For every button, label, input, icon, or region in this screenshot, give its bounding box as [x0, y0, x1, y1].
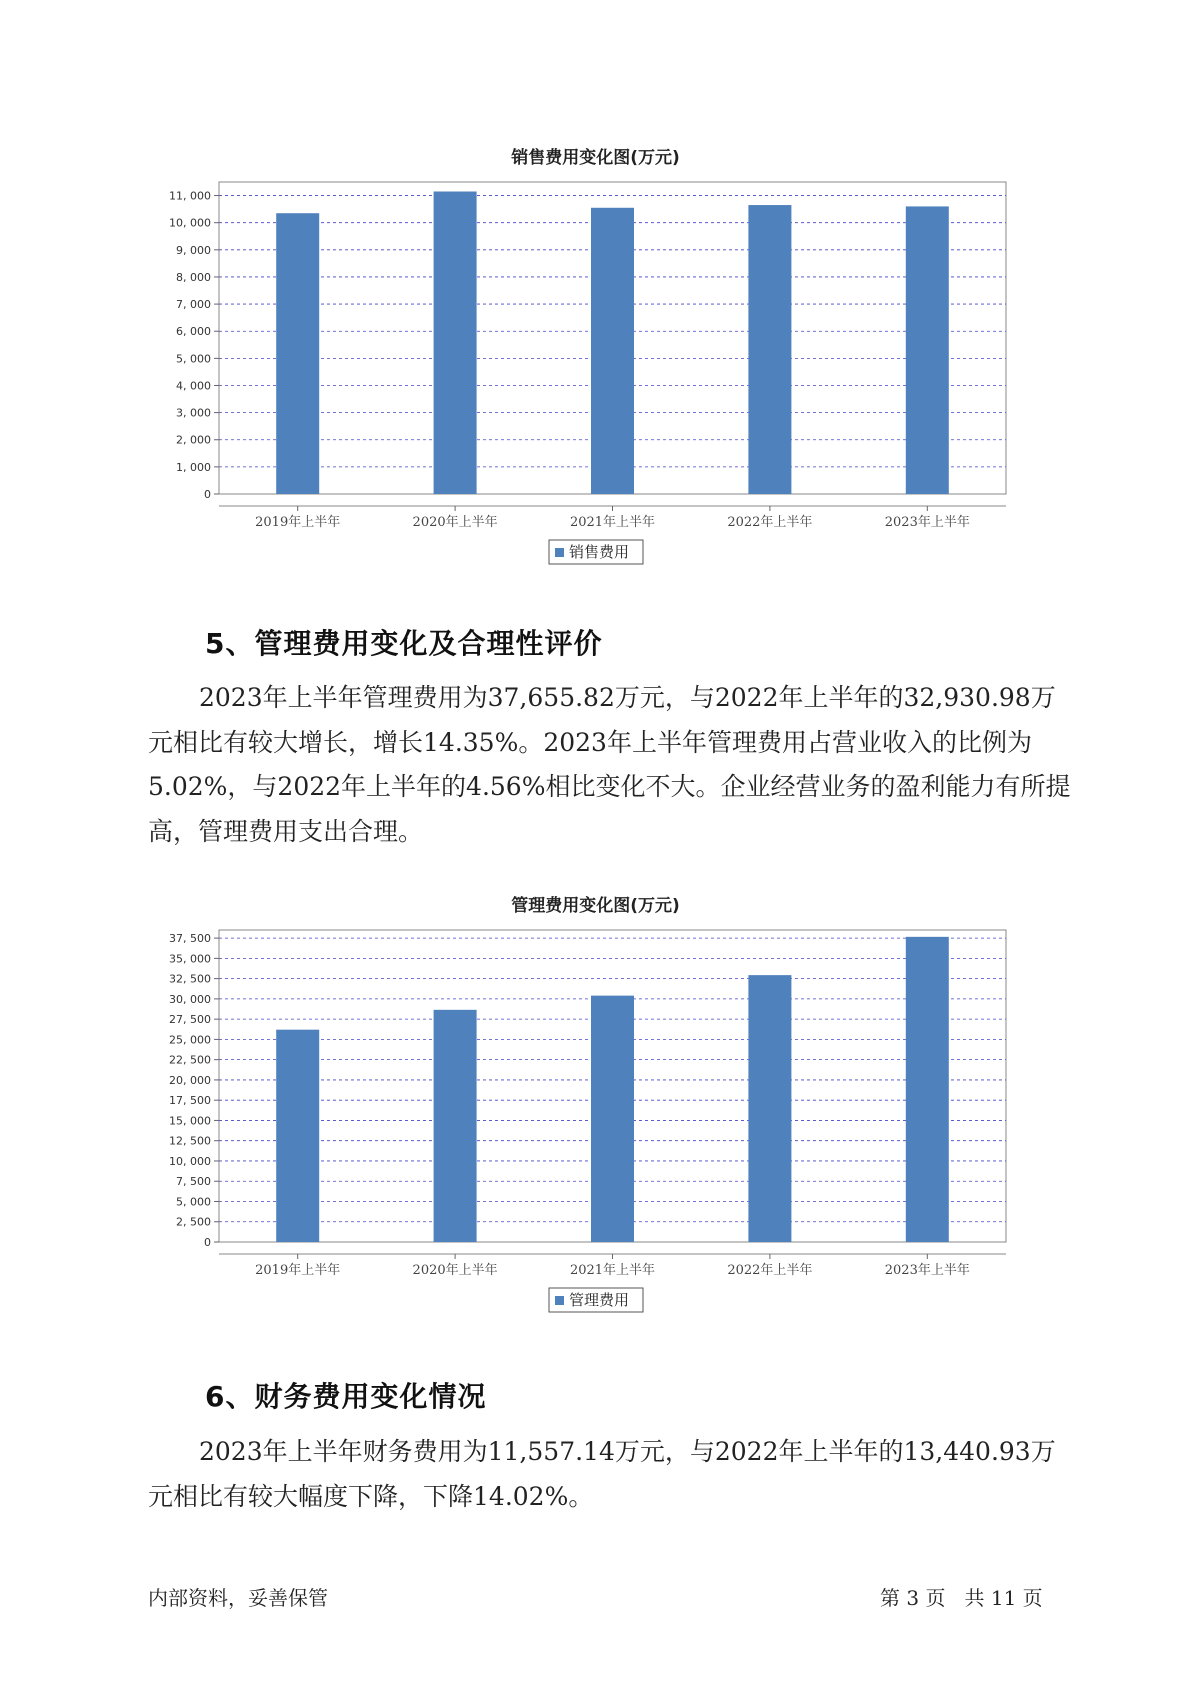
legend-swatch	[555, 1296, 564, 1305]
y-tick-label: 0	[204, 488, 211, 501]
legend-swatch	[555, 548, 564, 557]
bar	[906, 206, 949, 494]
bar	[748, 205, 791, 494]
sales-expense-chart	[0, 170, 1191, 590]
admin-expense-chart-title: 管理费用变化图(万元)	[511, 896, 680, 916]
x-tick-label: 2023年上半年	[884, 515, 970, 530]
x-tick-label: 2022年上半年	[727, 515, 813, 530]
y-tick-label: 22, 500	[169, 1053, 211, 1067]
bar	[434, 191, 477, 494]
bar	[591, 208, 634, 494]
legend-label: 销售费用	[569, 543, 630, 561]
x-tick-label: 2019年上半年	[255, 515, 341, 530]
y-tick-label: 8, 000	[176, 270, 211, 284]
section-6-paragraph: 2023年上半年财务费用为11,557.14万元，与2022年上半年的13,440.93万元相比有较大幅度下降，下降14.02%。	[148, 1437, 1056, 1511]
footer-confidential-note: 内部资料，妥善保管	[148, 1586, 328, 1610]
footer-page-number: 第 3 页 共 11 页	[880, 1586, 1043, 1610]
y-tick-label: 0	[204, 1236, 211, 1249]
y-tick-label: 15, 000	[169, 1114, 211, 1128]
y-tick-label: 2, 000	[176, 433, 211, 447]
x-tick-label: 2020年上半年	[412, 1263, 498, 1278]
admin-expense-chart	[0, 918, 1191, 1338]
legend-label: 管理费用	[569, 1291, 630, 1309]
y-tick-label: 7, 000	[176, 298, 211, 312]
section-6-heading: 6、财务费用变化情况	[205, 1380, 487, 1413]
y-tick-label: 6, 000	[176, 325, 211, 339]
bar	[748, 975, 791, 1242]
x-tick-label: 2019年上半年	[255, 1263, 341, 1278]
bar	[276, 1030, 319, 1242]
sales-expense-chart-title: 销售费用变化图(万元)	[511, 148, 680, 168]
x-tick-label: 2020年上半年	[412, 515, 498, 530]
y-tick-label: 20, 000	[169, 1073, 211, 1087]
section-5-heading: 5、管理费用变化及合理性评价	[205, 627, 603, 660]
bar	[434, 1010, 477, 1242]
y-tick-label: 35, 000	[169, 952, 211, 966]
bar	[906, 937, 949, 1242]
y-tick-label: 2, 500	[176, 1215, 211, 1229]
y-tick-label: 11, 000	[169, 189, 211, 203]
y-tick-label: 37, 500	[169, 932, 211, 946]
y-tick-label: 25, 000	[169, 1033, 211, 1047]
y-tick-label: 7, 500	[176, 1175, 211, 1189]
x-tick-label: 2021年上半年	[569, 1263, 656, 1278]
y-tick-label: 3, 000	[176, 406, 211, 420]
y-tick-label: 30, 000	[169, 992, 211, 1006]
x-tick-label: 2023年上半年	[884, 1263, 970, 1278]
y-tick-label: 12, 500	[169, 1134, 211, 1148]
y-tick-label: 5, 000	[176, 352, 211, 366]
y-tick-label: 1, 000	[176, 460, 211, 474]
y-tick-label: 4, 000	[176, 379, 211, 393]
bar	[591, 996, 634, 1242]
bar	[276, 213, 319, 494]
y-tick-label: 27, 500	[169, 1013, 211, 1027]
section-5-paragraph: 2023年上半年管理费用为37,655.82万元，与2022年上半年的32,930.98万元相比有较大增长，增长14.35%。2023年上半年管理费用占营业收入的比例为5.02%，与2022年上半年的4.56%相比变化不大。企业经营业务的盈利能力有所提高，管理费用支出合理。	[148, 683, 1071, 846]
y-tick-label: 10, 000	[169, 1154, 211, 1168]
x-tick-label: 2021年上半年	[569, 515, 656, 530]
y-tick-label: 9, 000	[176, 243, 211, 257]
y-tick-label: 5, 000	[176, 1195, 211, 1209]
y-tick-label: 10, 000	[169, 216, 211, 230]
x-tick-label: 2022年上半年	[727, 1263, 813, 1278]
y-tick-label: 17, 500	[169, 1094, 211, 1108]
y-tick-label: 32, 500	[169, 972, 211, 986]
